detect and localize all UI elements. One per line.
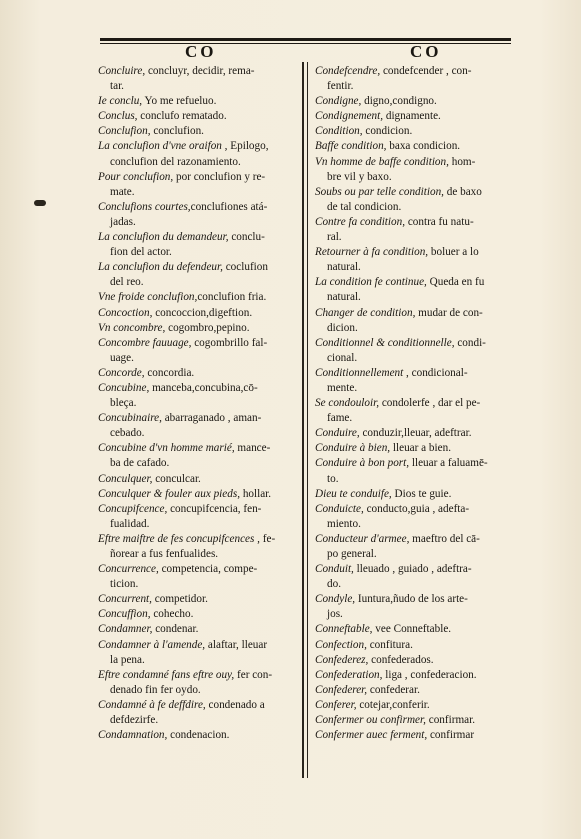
entry-definition: abarraganado , aman- (161, 412, 262, 425)
entry-headword: Concuffion, (98, 608, 151, 621)
entry-definition: cogombro,pepino. (165, 321, 250, 334)
entry-definition: contra fu natu- (405, 215, 474, 228)
entry-headword: Conduire à bien, (315, 442, 391, 455)
entry-headword: Conferer, (315, 698, 357, 711)
dictionary-entry (315, 139, 512, 154)
dictionary-entry (98, 472, 293, 487)
entry-definition: conclufion fria. (197, 291, 267, 304)
entry-headword: Baffe condition, (315, 140, 387, 153)
entry-headword: Ie conclu, (98, 95, 143, 108)
entry-definition: competencia, compe- (158, 563, 258, 576)
dictionary-entry (315, 668, 512, 683)
entry-headword: Concubinaire, (98, 412, 162, 425)
dictionary-entry (315, 441, 512, 456)
entry-definition: boluer a lo (428, 246, 479, 259)
entry-continuation: fame. (327, 412, 353, 425)
right-column (315, 64, 512, 743)
entry-definition: condenado a (205, 698, 265, 711)
dictionary-entry (98, 502, 293, 532)
entry-headword: Concluire, (98, 65, 146, 77)
entry-headword: Contre fa condition, (315, 215, 406, 228)
entry-definition: Epilogo, (227, 140, 269, 153)
dictionary-entry (315, 713, 512, 728)
entry-headword: Concupifcence, (98, 502, 168, 515)
dictionary-entry (98, 290, 293, 305)
entry-headword: Condamnation, (98, 729, 168, 742)
dictionary-entry (315, 124, 512, 139)
entry-definition: confitura. (366, 638, 413, 651)
entry-headword: Eftre condamné fans eftre ouy, (98, 668, 235, 681)
entry-headword: Concoction, (98, 306, 153, 319)
entry-definition: lleuar a bien. (390, 442, 451, 455)
entry-continuation: po general. (327, 548, 377, 560)
entry-definition: conclufiones atá- (190, 200, 268, 213)
dictionary-entry (315, 426, 512, 441)
entry-headword: Vn homme de baffe condition, (315, 155, 449, 168)
entry-headword: La conclufion du demandeur, (98, 231, 229, 244)
entry-definition: digno,condigno. (361, 95, 437, 108)
entry-headword: Pour conclufion, (98, 170, 174, 183)
entry-continuation: fualidad. (110, 517, 150, 530)
entry-headword: Conditionnel & conditionnelle, (315, 336, 455, 349)
entry-continuation: mente. (327, 381, 358, 394)
entry-headword: Condamné à fe deffdire, (98, 698, 206, 711)
dictionary-entry (98, 532, 293, 562)
entry-headword: Concubine, (98, 381, 150, 394)
entry-headword: La conclufion du defendeur, (98, 261, 223, 274)
dictionary-entry (315, 683, 512, 698)
entry-headword: Condamner, (98, 623, 153, 636)
entry-continuation: ral. (327, 231, 342, 244)
left-column (98, 64, 293, 743)
entry-headword: Conneftable, (315, 623, 373, 636)
dictionary-entry (315, 275, 512, 305)
dictionary-entry (98, 230, 293, 260)
entry-headword: Concurrence, (98, 563, 159, 576)
dictionary-entry (98, 64, 293, 94)
dictionary-entry (315, 366, 512, 396)
entry-continuation: fentir. (327, 80, 354, 93)
entry-headword: La condition fe continue, (315, 276, 427, 289)
entry-headword: Confermer ou confirmer, (315, 714, 426, 727)
entry-definition: concoccion,digeftion. (152, 306, 253, 319)
dictionary-entry (315, 653, 512, 668)
dictionary-entry (98, 441, 293, 471)
entry-headword: Conculquer, (98, 472, 153, 485)
dictionary-entry (98, 698, 293, 728)
entry-headword: Condigne, (315, 95, 362, 108)
dictionary-entry (315, 396, 512, 426)
entry-headword: Concurrent, (98, 593, 152, 606)
dictionary-entry (315, 502, 512, 532)
entry-definition: fe- (259, 532, 276, 545)
entry-definition: coclufion (222, 261, 268, 274)
dictionary-entry (315, 109, 512, 124)
entry-definition: confederar. (367, 683, 420, 696)
dictionary-entry (98, 200, 293, 230)
dictionary-entry (315, 532, 512, 562)
dictionary-entry (98, 336, 293, 366)
entry-continuation: del reo. (110, 276, 144, 289)
dictionary-entry (315, 94, 512, 109)
entry-definition: , condicional- (403, 366, 468, 379)
entry-continuation: cional. (327, 351, 358, 364)
entry-headword: Condamner à l'amende, (98, 638, 206, 651)
entry-headword: Conditionnellement (315, 366, 404, 379)
entry-definition: Queda en fu (426, 276, 485, 289)
dictionary-entry (315, 622, 512, 637)
entry-definition: maeftro del cā- (409, 532, 480, 545)
entry-continuation: uage. (110, 351, 134, 364)
dictionary-entry (315, 306, 512, 336)
entry-definition: condicion. (362, 125, 413, 138)
entry-continuation: conclufion del razonamiento. (110, 155, 241, 168)
entry-headword: Concubine d'vn homme marié, (98, 442, 235, 455)
dictionary-entry (315, 456, 512, 486)
entry-continuation: jos. (327, 608, 343, 621)
entry-headword: Conclufions courtes, (98, 200, 191, 213)
entry-definition: fer con- (234, 668, 273, 681)
entry-continuation: do. (327, 578, 341, 591)
entry-continuation: cebado. (110, 427, 145, 440)
entry-headword: Concombre fauuage, (98, 336, 192, 349)
entry-headword: Soubs ou par telle condition, (315, 185, 444, 198)
dictionary-entry (98, 607, 293, 622)
entry-continuation: ba de cafado. (110, 457, 170, 470)
entry-headword: Confederer, (315, 683, 368, 696)
entry-definition: cogombrillo fal- (191, 336, 268, 349)
dictionary-entry (98, 562, 293, 592)
entry-definition: condolerfe , dar el pe- (379, 397, 481, 410)
dictionary-entry (98, 306, 293, 321)
entry-definition: conclufo rematado. (137, 110, 227, 123)
entry-definition: Dios te guie. (391, 487, 452, 500)
dictionary-entry (98, 622, 293, 637)
entry-continuation: ticion. (110, 578, 139, 591)
entry-definition: de baxo (443, 185, 482, 198)
dictionary-entry (98, 728, 293, 743)
entry-definition: alaftar, lleuar (205, 638, 268, 651)
entry-definition: condefcender , con- (380, 65, 472, 77)
entry-headword: Conduicte, (315, 502, 364, 515)
entry-definition: baxa condicion. (386, 140, 461, 153)
entry-headword: Condition, (315, 125, 363, 138)
entry-headword: Condyle, (315, 593, 356, 606)
entry-definition: lleuado , guiado , adeftra- (353, 563, 472, 576)
entry-definition: mudar de con- (415, 306, 483, 319)
dictionary-entry (98, 638, 293, 668)
entry-definition: confirmar. (425, 714, 476, 727)
entry-definition: concordia. (144, 366, 195, 379)
entry-definition: mance- (234, 442, 271, 455)
entry-continuation: fion del actor. (110, 246, 172, 259)
entry-continuation: natural. (327, 261, 361, 274)
dictionary-entry (98, 124, 293, 139)
entry-headword: Se condouloir, (315, 397, 380, 410)
entry-continuation: natural. (327, 291, 361, 304)
column-divider-thin (307, 62, 308, 778)
entry-definition: conduzir,lleuar, adeftrar. (359, 427, 472, 440)
entry-continuation: tar. (110, 80, 124, 93)
dictionary-entry (98, 109, 293, 124)
entry-definition: conculcar. (152, 472, 201, 485)
entry-headword: Conclufion, (98, 125, 151, 138)
entry-continuation: defdezirfe. (110, 714, 159, 727)
entry-definition: conclufion. (150, 125, 204, 138)
entry-headword: Eftre maiftre de fes concupifcences , (98, 532, 260, 545)
entry-definition: confirmar (427, 729, 475, 742)
column-divider (302, 62, 304, 778)
dictionary-entry (315, 155, 512, 185)
entry-definition: liga , confederacion. (382, 668, 477, 681)
entry-headword: Condignement, (315, 110, 384, 123)
entry-continuation: to. (327, 472, 339, 485)
dictionary-entry (315, 185, 512, 215)
entry-definition: condi- (454, 336, 486, 349)
entry-headword: Conculquer & fouler aux pieds, (98, 487, 241, 500)
entry-headword: Retourner à fa condition, (315, 246, 429, 259)
entry-definition: manceba,concubina,cō- (149, 381, 258, 394)
entry-definition: vee Conneftable. (372, 623, 452, 636)
entry-headword: Dieu te conduife, (315, 487, 392, 500)
entry-headword: Confederation, (315, 668, 383, 681)
dictionary-entry (98, 668, 293, 698)
entry-definition: conclu- (228, 231, 265, 244)
entry-headword: Conduire, (315, 427, 360, 440)
entry-definition: por conclufion y re- (173, 170, 266, 183)
entry-definition: cotejar,conferir. (356, 698, 430, 711)
margin-ink-mark (34, 200, 46, 206)
dictionary-entry (98, 592, 293, 607)
entry-headword: Conduit, (315, 563, 354, 576)
dictionary-entry (315, 562, 512, 592)
entry-headword: Vn concombre, (98, 321, 166, 334)
entry-definition: condenar. (152, 623, 199, 636)
running-head-right: CO (410, 42, 442, 61)
top-rule (100, 38, 511, 41)
dictionary-entry (315, 215, 512, 245)
dictionary-entry (98, 170, 293, 200)
dictionary-entry (315, 336, 512, 366)
entry-definition: cohecho. (150, 608, 194, 621)
dictionary-entry (315, 64, 512, 94)
entry-continuation: dicion. (327, 321, 358, 334)
dictionary-entry (98, 94, 293, 109)
entry-continuation: la pena. (110, 653, 145, 666)
dictionary-entry (315, 698, 512, 713)
dictionary-entry (98, 411, 293, 441)
entry-definition: concupifcencia, fen- (167, 502, 262, 515)
entry-headword: Conduire à bon port, (315, 457, 410, 470)
entry-continuation: de tal condicion. (327, 200, 402, 213)
entry-continuation: mate. (110, 185, 135, 198)
entry-definition: condenacion. (167, 729, 230, 742)
entry-definition: Yo me refueluo. (142, 95, 217, 108)
entry-continuation: miento. (327, 517, 361, 530)
entry-definition: lleuar a faluamē- (409, 457, 488, 470)
dictionary-entry (315, 487, 512, 502)
entry-definition: dignamente. (383, 110, 441, 123)
entry-continuation: denado fin fer oydo. (110, 683, 201, 696)
entry-headword: Confection, (315, 638, 367, 651)
dictionary-entry (98, 260, 293, 290)
entry-definition: competidor. (151, 593, 208, 606)
dictionary-entry (98, 366, 293, 381)
entry-continuation: bleça. (110, 397, 137, 410)
dictionary-entry (315, 245, 512, 275)
entry-headword: Condefcendre, (315, 65, 381, 77)
entry-headword: Changer de condition, (315, 306, 416, 319)
dictionary-entry (315, 592, 512, 622)
entry-headword: Vne froide conclufion, (98, 291, 198, 304)
entry-definition: conducto,guia , adefta- (363, 502, 470, 515)
running-head-left: CO (185, 42, 217, 61)
dictionary-entry (98, 487, 293, 502)
entry-headword: Concorde, (98, 366, 145, 379)
dictionary-entry (98, 381, 293, 411)
entry-continuation: bre vil y baxo. (327, 170, 392, 183)
entry-continuation: jadas. (110, 215, 136, 228)
entry-definition: Iuntura,ñudo de los arte- (355, 593, 468, 606)
entry-definition: hollar. (240, 487, 272, 500)
entry-definition: confederados. (368, 653, 434, 666)
entry-continuation: ñorear a fus fenfualides. (110, 548, 219, 560)
entry-definition: hom- (448, 155, 476, 168)
dictionary-entry (315, 638, 512, 653)
entry-headword: Conclus, (98, 110, 138, 123)
dictionary-entry (315, 728, 512, 743)
entry-headword: Confederez, (315, 653, 369, 666)
dictionary-entry (98, 321, 293, 336)
dictionary-entry (98, 139, 293, 169)
entry-headword: Confermer auec ferment, (315, 729, 428, 742)
entry-definition: concluyr, decidir, rema- (145, 65, 255, 77)
entry-headword: La conclufion d'vne oraifon , (98, 140, 228, 153)
top-rule-thin (100, 43, 511, 44)
entry-headword: Conducteur d'armee, (315, 532, 410, 545)
